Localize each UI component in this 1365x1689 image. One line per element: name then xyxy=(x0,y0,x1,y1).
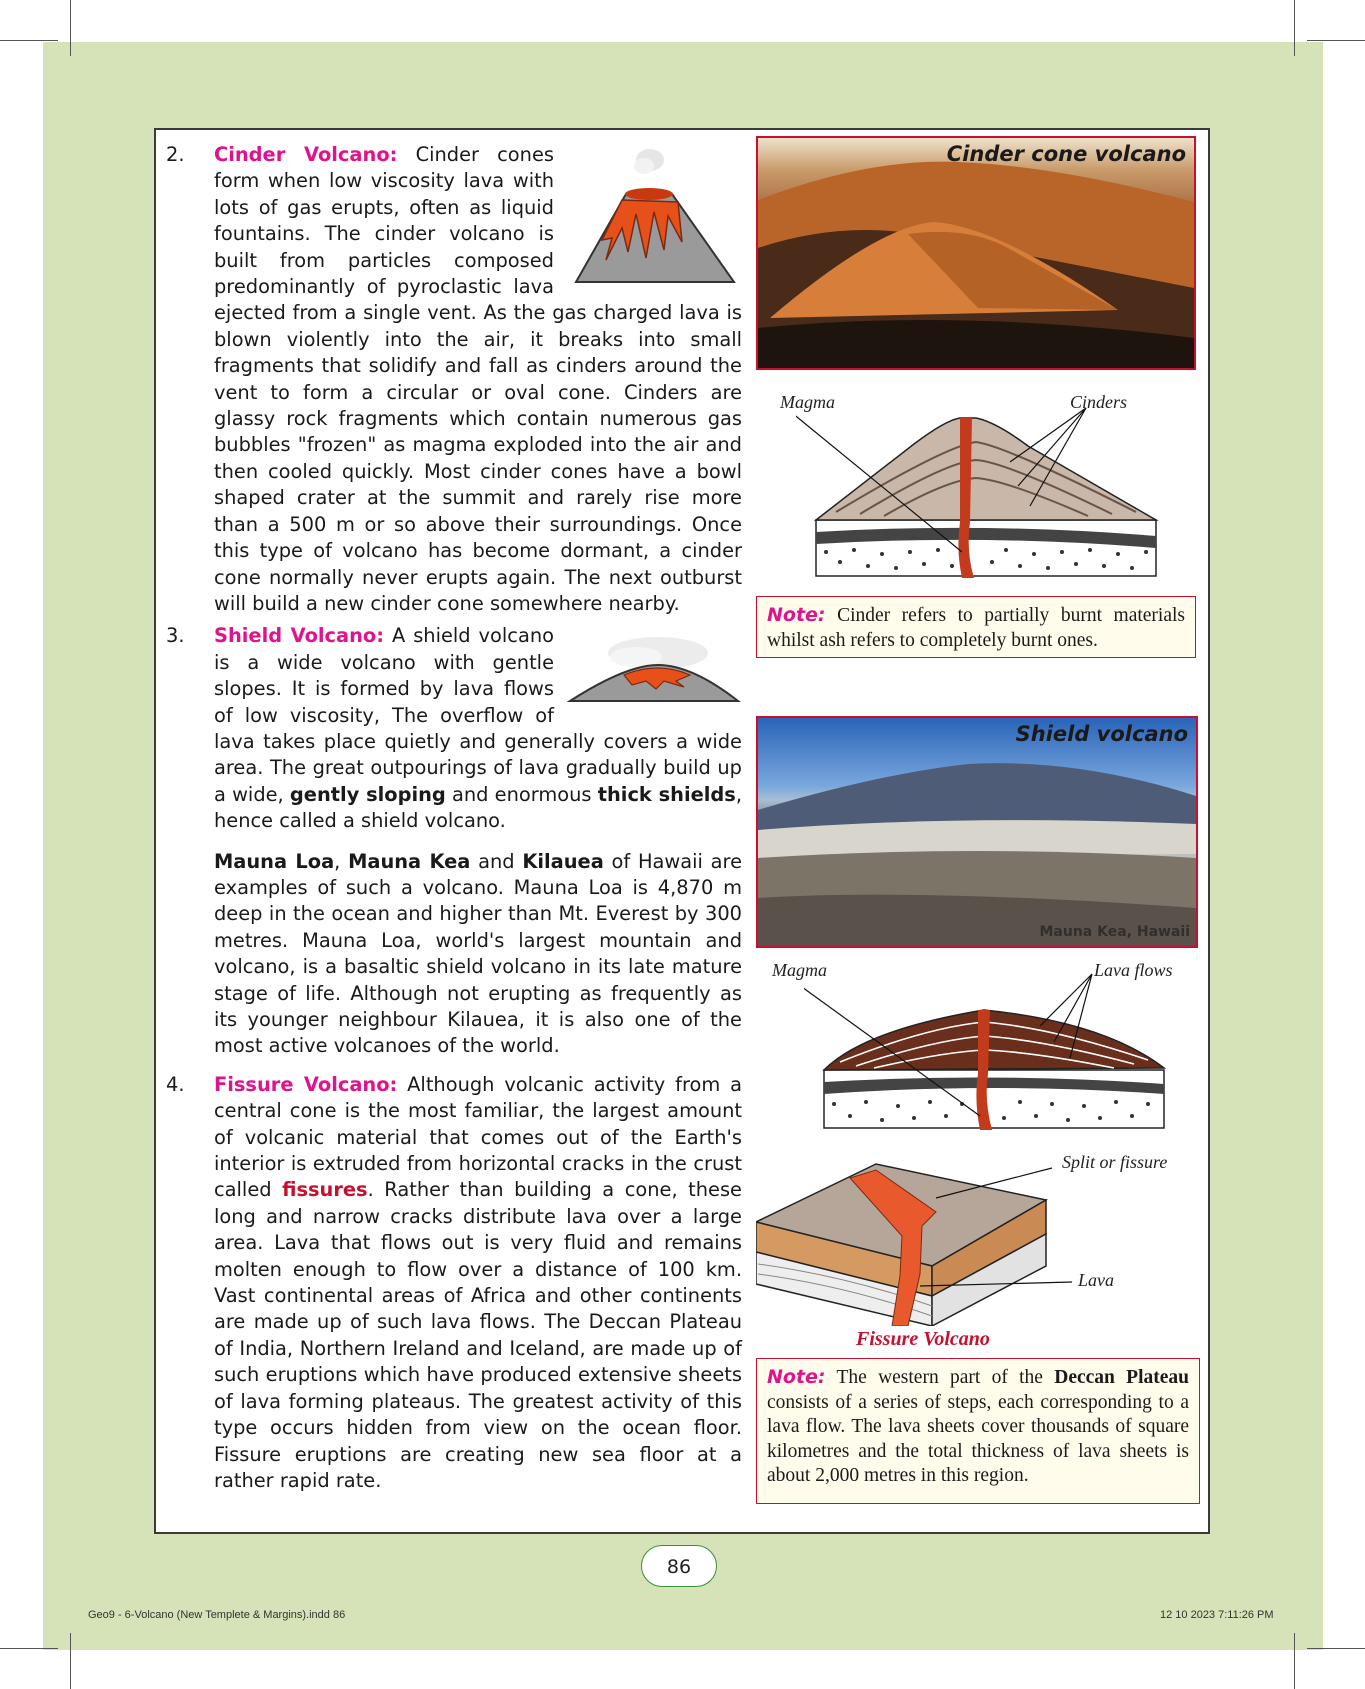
crop-mark xyxy=(70,1633,71,1689)
text-column xyxy=(166,142,742,1500)
crop-mark xyxy=(0,40,58,41)
figure-column xyxy=(756,130,1202,1530)
figure-caption-fissure: Fissure Volcano xyxy=(856,1328,990,1350)
cinder-cone-cross-section xyxy=(796,402,1176,578)
cinder-cone-landscape xyxy=(758,138,1194,368)
fissure-volcano-block xyxy=(756,1156,1202,1326)
bold-text: Mauna Loa xyxy=(214,849,335,873)
crop-mark xyxy=(1307,1648,1365,1649)
note-label: Note: xyxy=(767,1366,826,1388)
item-title: Cinder Volcano: xyxy=(214,143,398,166)
page-number: 86 xyxy=(641,1545,717,1587)
diagram-label-magma: Magma xyxy=(780,392,835,412)
crop-mark xyxy=(70,0,71,56)
note-text: Cinder refers to partially burnt materials whilst ash refers to completely burnt ones. xyxy=(767,605,1185,651)
item-number: 4. xyxy=(166,1072,185,1096)
item-text: A shield volcano is a wide volcano with gentle slopes. It is formed by lava flows of low viscosity, The overflow of lava takes place quietly and generally covers a wide area. The great outpourings of lava gradually build up a wide, xyxy=(214,624,742,806)
crop-mark xyxy=(0,1648,58,1649)
item-text: Cinder cones form when low viscosity lava with lots of gas erupts, often as liquid fountains. The cinder volcano is built from particles composed predominantly of pyroclastic lava ejected from a single vent. As the gas charged lava is blown violently into the air, it breaks into small fragments that solidify and fall as cinders around the vent to form a circular or oval cone. Cinders are glassy rock fragments which contain numerous gas bubbles "frozen" as magma exploded into the air and then cooled quickly. Most cinder cones have a bowl shaped crater at the summit and rarely rise more than a 500 m or so above their surroundings. Once this type of volcano has become dormant, a cinder cone normally never erupts again. The next outburst will build a new cinder cone somewhere nearby. xyxy=(214,143,742,615)
item-title: Shield Volcano: xyxy=(214,624,385,648)
shield-volcano-icon xyxy=(566,631,742,705)
crop-mark xyxy=(1307,40,1365,41)
highlight-text: fissures xyxy=(282,1178,368,1202)
item-text: and enormous xyxy=(445,782,598,806)
item-title: Fissure Volcano: xyxy=(214,1072,398,1096)
photo-caption: Mauna Kea, Hawaii xyxy=(1039,924,1190,940)
item-text: Although volcanic activity from a central cone is the most familiar, the largest amount of volcanic material that comes out of the Earth's interior is extruded from horizontal cracks in the crust called xyxy=(214,1072,742,1202)
crop-mark xyxy=(1294,1633,1295,1689)
diagram-label-magma: Magma xyxy=(772,960,827,980)
shield-volcano-landscape xyxy=(758,718,1196,946)
list-item-cinder-volcano xyxy=(166,142,742,617)
photo-title: Shield volcano xyxy=(1015,722,1188,746)
item-text: and xyxy=(470,849,523,873)
note-box-cinder xyxy=(756,596,1196,658)
note-text: consists of a series of steps, each corresponding to a lava flow. The lava sheets cover thousands of square kilometres and the total thickness of lava sheets is about 2,000 metres in this region. xyxy=(767,1391,1189,1486)
item-text: of Hawaii are examples of such a volcano. Mauna Loa is 4,870 m deep in the ocean and higher than Mt. Everest by 300 metres. Mauna Loa, world's largest mountain and volcano, is a basaltic shield volcano in its late mature stage of life. Although not erupting as frequently as its younger neighbour Kilauea, it is also one of the most active volcanoes of the world. xyxy=(214,849,743,1058)
diagram-label-cinders: Cinders xyxy=(1070,392,1128,412)
note-box-deccan xyxy=(756,1358,1200,1504)
item-number: 2. xyxy=(166,143,185,166)
list-item-fissure-volcano xyxy=(166,1072,742,1495)
item-number: 3. xyxy=(166,624,185,648)
cinder-volcano-icon xyxy=(566,142,742,290)
bold-text: thick shields xyxy=(597,782,736,806)
item-text: , hence called a shield volcano. xyxy=(214,782,742,833)
bold-text: Kilauea xyxy=(522,849,604,873)
photo-title: Cinder cone volcano xyxy=(946,142,1186,166)
note-label: Note: xyxy=(767,604,826,626)
slug-file-info: Geo9 - 6-Volcano (New Templete & Margins).indd 86 xyxy=(88,1609,346,1621)
item-text: , xyxy=(334,849,349,873)
bold-text: Deccan Plateau xyxy=(1054,1367,1190,1388)
shield-volcano-photo xyxy=(756,716,1198,948)
diagram-label-lava-flows: Lava flows xyxy=(1094,960,1173,980)
list-item-shield-volcano xyxy=(166,623,742,1060)
bold-text: gently sloping xyxy=(289,782,446,806)
content-frame xyxy=(154,128,1210,1534)
bold-text: Mauna Kea xyxy=(348,849,471,873)
note-text: The western part of the xyxy=(825,1367,1055,1388)
diagram-label-split-or-fissure: Split or fissure xyxy=(1062,1152,1168,1172)
cinder-cone-photo xyxy=(756,136,1196,370)
item-text: . Rather than building a cone, these long and narrow cracks distribute lava over a large area. Lava that flows out is very fluid and remains molten enough to flow over a distance of 100 km. Vast continental areas of Africa and other continents are made up of such lava flows. The Deccan Plateau of India, Northern Ireland and Iceland, are made up of such eruptions which have produced extensive sheets of lava forming plateaus. The greatest activity of this type occurs hidden from view on the ocean floor. Fissure eruptions are creating new sea floor at a rather rapid rate. xyxy=(214,1178,742,1492)
slug-timestamp: 12 10 2023 7:11:26 PM xyxy=(1160,1609,1274,1621)
diagram-label-lava: Lava xyxy=(1078,1270,1114,1290)
crop-mark xyxy=(1294,0,1295,56)
shield-volcano-cross-section xyxy=(804,970,1184,1130)
